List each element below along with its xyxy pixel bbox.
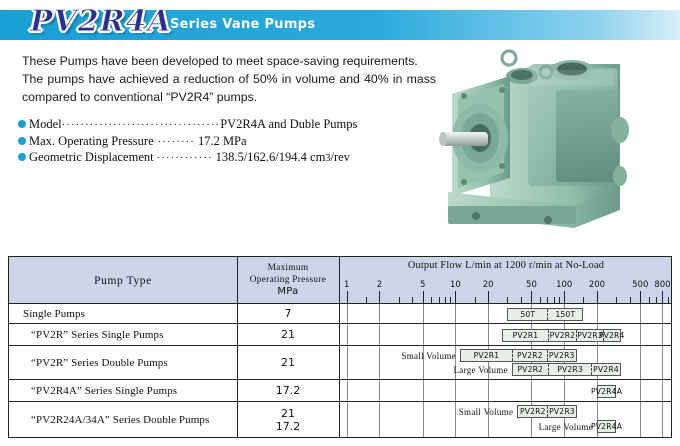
cell-flow-plot: [339, 304, 673, 323]
cell-pump-type: “PV2R” Series Double Pumps: [31, 356, 168, 369]
spec-value-displacement-tail: /rev: [330, 150, 350, 164]
axis-tick-label: 200: [588, 280, 606, 290]
table-row: [9, 304, 671, 324]
axis-tick-label: 100: [556, 280, 573, 290]
axis-tick-minor: [540, 297, 541, 304]
grid-line: [347, 324, 348, 345]
axis-tick-minor: [649, 297, 650, 304]
flow-bar-segment: PV2R2: [519, 407, 546, 416]
spec-dots-displacement: ············: [156, 152, 213, 164]
axis-tick-major: [531, 291, 532, 304]
cell-flow-plot: [339, 402, 673, 437]
spec-item-displacement: [18, 150, 378, 167]
flow-range-bar: [502, 329, 625, 342]
flow-range-bar: [460, 349, 577, 362]
flow-bar-segment: PV2R3: [577, 330, 603, 340]
column-header-max-pressure-line2: Operating Pressure: [249, 274, 327, 285]
axis-tick-label: 800: [654, 280, 671, 290]
cell-max-pressure: [237, 324, 339, 345]
cell-flow-plot: [339, 324, 673, 345]
cell-pump-type: “PV2R” Series Single Pumps: [31, 328, 164, 341]
axis-tick-minor: [439, 297, 440, 304]
cell-flow-plot: [339, 346, 673, 379]
table-row: [9, 380, 671, 402]
grid-line: [662, 380, 663, 401]
table-row: [9, 324, 671, 346]
pressure-value: 17.2: [275, 419, 301, 433]
spec-value-displacement-exp: 3: [325, 153, 331, 164]
table-row: [9, 402, 671, 437]
grid-line: [347, 380, 348, 401]
grid-line: [455, 380, 456, 401]
header-banner: [0, 4, 680, 40]
grid-line: [640, 346, 641, 379]
axis-tick-major: [662, 291, 663, 304]
axis-tick-major: [379, 291, 380, 304]
spec-label-max-pressure: Max. Operating Pressure: [29, 133, 154, 148]
flow-range-bar: [517, 405, 576, 418]
axis-tick-minor: [656, 297, 657, 304]
spec-value-model: PV2R4A and Duble Pumps: [220, 117, 358, 131]
axis-tick-minor: [450, 297, 451, 304]
table-row: [9, 346, 671, 380]
axis-tick-major: [640, 291, 641, 304]
spec-label-model: Model: [29, 117, 62, 131]
cell-flow-plot: [339, 380, 673, 401]
pressure-value: 21: [281, 328, 295, 341]
flow-range-bar: [507, 308, 583, 321]
axis-tick-minor: [583, 297, 584, 304]
grid-line: [455, 304, 456, 323]
grid-line: [423, 380, 424, 401]
grid-line: [640, 304, 641, 323]
grid-line: [347, 402, 348, 437]
pump-illustration: [424, 46, 672, 242]
column-header-output-flow: Output Flow L/min at 1200 r/min at No-Load: [407, 260, 605, 271]
column-header-pump-type: Pump Type: [94, 274, 152, 287]
axis-tick-minor: [412, 297, 413, 304]
axis-tick-label: 500: [632, 280, 649, 290]
volume-label: Small Volume: [458, 406, 514, 417]
grid-line: [423, 304, 424, 323]
volume-label: Large Volume: [538, 421, 593, 432]
cell-pump-type: “PV2R4A” Series Single Pumps: [31, 384, 178, 397]
banner-subtitle: Series Vane Pumps: [170, 17, 316, 32]
axis-tick-major: [347, 291, 348, 304]
axis-tick-minor: [668, 297, 669, 304]
bullet-icon: [18, 120, 26, 128]
grid-line: [640, 402, 641, 437]
pressure-value: 7: [284, 307, 292, 320]
axis-tick-label: 1: [343, 280, 350, 290]
axis-tick-major: [488, 291, 489, 304]
spec-item-max-pressure: [18, 134, 378, 151]
table-header: [9, 257, 671, 304]
volume-label: Small Volume: [401, 350, 456, 361]
table-body: [9, 304, 671, 437]
axis-tick-minor: [399, 297, 400, 304]
axis-tick-minor: [475, 297, 476, 304]
flow-range-bar: [512, 363, 621, 376]
grid-line: [531, 380, 532, 401]
axis-tick-label: 10: [450, 280, 461, 290]
grid-line: [423, 324, 424, 345]
axis-tick-major: [455, 291, 456, 304]
flow-range-bar: [590, 385, 623, 398]
flow-bar-segment: PV2R3: [548, 351, 575, 360]
spec-dots-max-pressure: ········: [157, 135, 195, 148]
spec-label-displacement: Geometric Displacement: [29, 150, 154, 164]
cell-pump-type: “PV2R24A/34A” Series Double Pumps: [31, 413, 210, 426]
flow-bar-segment: PV2R2: [517, 365, 544, 374]
body-divider-2: [339, 304, 340, 437]
grid-line: [488, 380, 489, 401]
axis-tick-major: [597, 291, 598, 304]
flow-bar-segment: PV2R4A: [590, 422, 623, 431]
axis-tick-minor: [507, 297, 508, 304]
axis-tick-label: 50: [526, 280, 537, 290]
cell-max-pressure: [237, 380, 339, 401]
pump-flow-table: [8, 256, 672, 438]
flow-bar-segment: PV2R1: [473, 351, 500, 360]
grid-line: [423, 402, 424, 437]
axis-tick-minor: [547, 297, 548, 304]
flow-bar-segment: PV2R4: [598, 330, 625, 340]
flow-bar-segment: PV2R4: [593, 365, 619, 374]
cell-max-pressure: [237, 304, 339, 323]
spec-dots-model: ··································: [61, 119, 221, 131]
product-logo-title: PV2R4A: [30, 4, 172, 39]
spec-list: [18, 117, 378, 167]
axis-tick-label: 5: [419, 280, 426, 290]
grid-line: [662, 346, 663, 379]
axis-tick-minor: [521, 297, 522, 304]
pressure-value: 21: [281, 356, 295, 369]
grid-line: [488, 324, 489, 345]
header-divider-2: [339, 257, 340, 304]
intro-line-1: These Pumps have been developed to meet space-saving requirements.: [22, 54, 418, 68]
spec-value-max-pressure: 17.2 MPa: [197, 133, 247, 148]
grid-line: [455, 324, 456, 345]
flow-bar-segment: PV2R2: [549, 330, 576, 340]
flow-bar-segment: PV2R1: [512, 330, 539, 340]
intro-line-2: The pumps have achieved a reduction of 50% in volume and 40% in mass: [22, 72, 436, 86]
flow-bar-segment: PV2R3: [549, 407, 575, 416]
flow-bar-segment: PV2R4A: [590, 386, 623, 396]
intro-paragraph: [22, 52, 442, 106]
grid-line: [597, 304, 598, 323]
volume-label: Large Volume: [453, 364, 508, 375]
column-header-max-pressure-unit: MPa: [277, 286, 299, 298]
grid-line: [379, 380, 380, 401]
flow-bar-segment: PV2R2: [512, 350, 547, 361]
grid-line: [662, 304, 663, 323]
cell-pump-type: Single Pumps: [23, 307, 86, 320]
pump-product-photo: [424, 46, 672, 242]
axis-tick-label: 2: [376, 280, 383, 290]
axis-tick-minor: [431, 297, 432, 304]
grid-line: [662, 324, 663, 345]
axis-tick-minor: [630, 297, 631, 304]
column-header-max-pressure: [237, 257, 339, 304]
pressure-value: 21: [281, 406, 295, 420]
pressure-value: 17.2: [275, 384, 301, 397]
flow-bar-segment: PV2R3: [548, 364, 592, 375]
axis-tick-minor: [366, 297, 367, 304]
axis-tick-minor: [554, 297, 555, 304]
column-header-max-pressure-line1: Maximum: [267, 263, 309, 274]
spec-item-model: [18, 117, 378, 134]
grid-line: [347, 304, 348, 323]
axis-tick-minor: [616, 297, 617, 304]
axis-tick-label: 20: [482, 280, 494, 290]
grid-line: [379, 324, 380, 345]
flow-bar-segment: 50T: [520, 309, 536, 319]
bullet-icon: [18, 153, 26, 161]
body-divider-1: [237, 304, 238, 437]
intro-line-3: compared to conventional “PV2R4” pumps.: [22, 90, 258, 104]
header-divider-1: [237, 257, 238, 304]
flow-range-bar: [590, 420, 623, 433]
grid-line: [640, 380, 641, 401]
grid-line: [640, 324, 641, 345]
grid-line: [662, 402, 663, 437]
grid-line: [564, 380, 565, 401]
axis-tick-major: [423, 291, 424, 304]
axis-tick-minor: [559, 297, 560, 304]
axis-tick-major: [564, 291, 565, 304]
log-scale-axis: [339, 277, 673, 304]
cell-max-pressure: [237, 346, 339, 379]
spec-value-displacement: 138.5/162.6/194.4 cm: [215, 150, 326, 164]
grid-line: [488, 304, 489, 323]
grid-line: [379, 304, 380, 323]
grid-line: [379, 346, 380, 379]
axis-tick-minor: [445, 297, 446, 304]
bullet-icon: [18, 137, 26, 145]
cell-max-pressure: [237, 402, 339, 437]
flow-bar-segment: 150T: [547, 309, 582, 320]
grid-line: [379, 402, 380, 437]
grid-line: [347, 346, 348, 379]
